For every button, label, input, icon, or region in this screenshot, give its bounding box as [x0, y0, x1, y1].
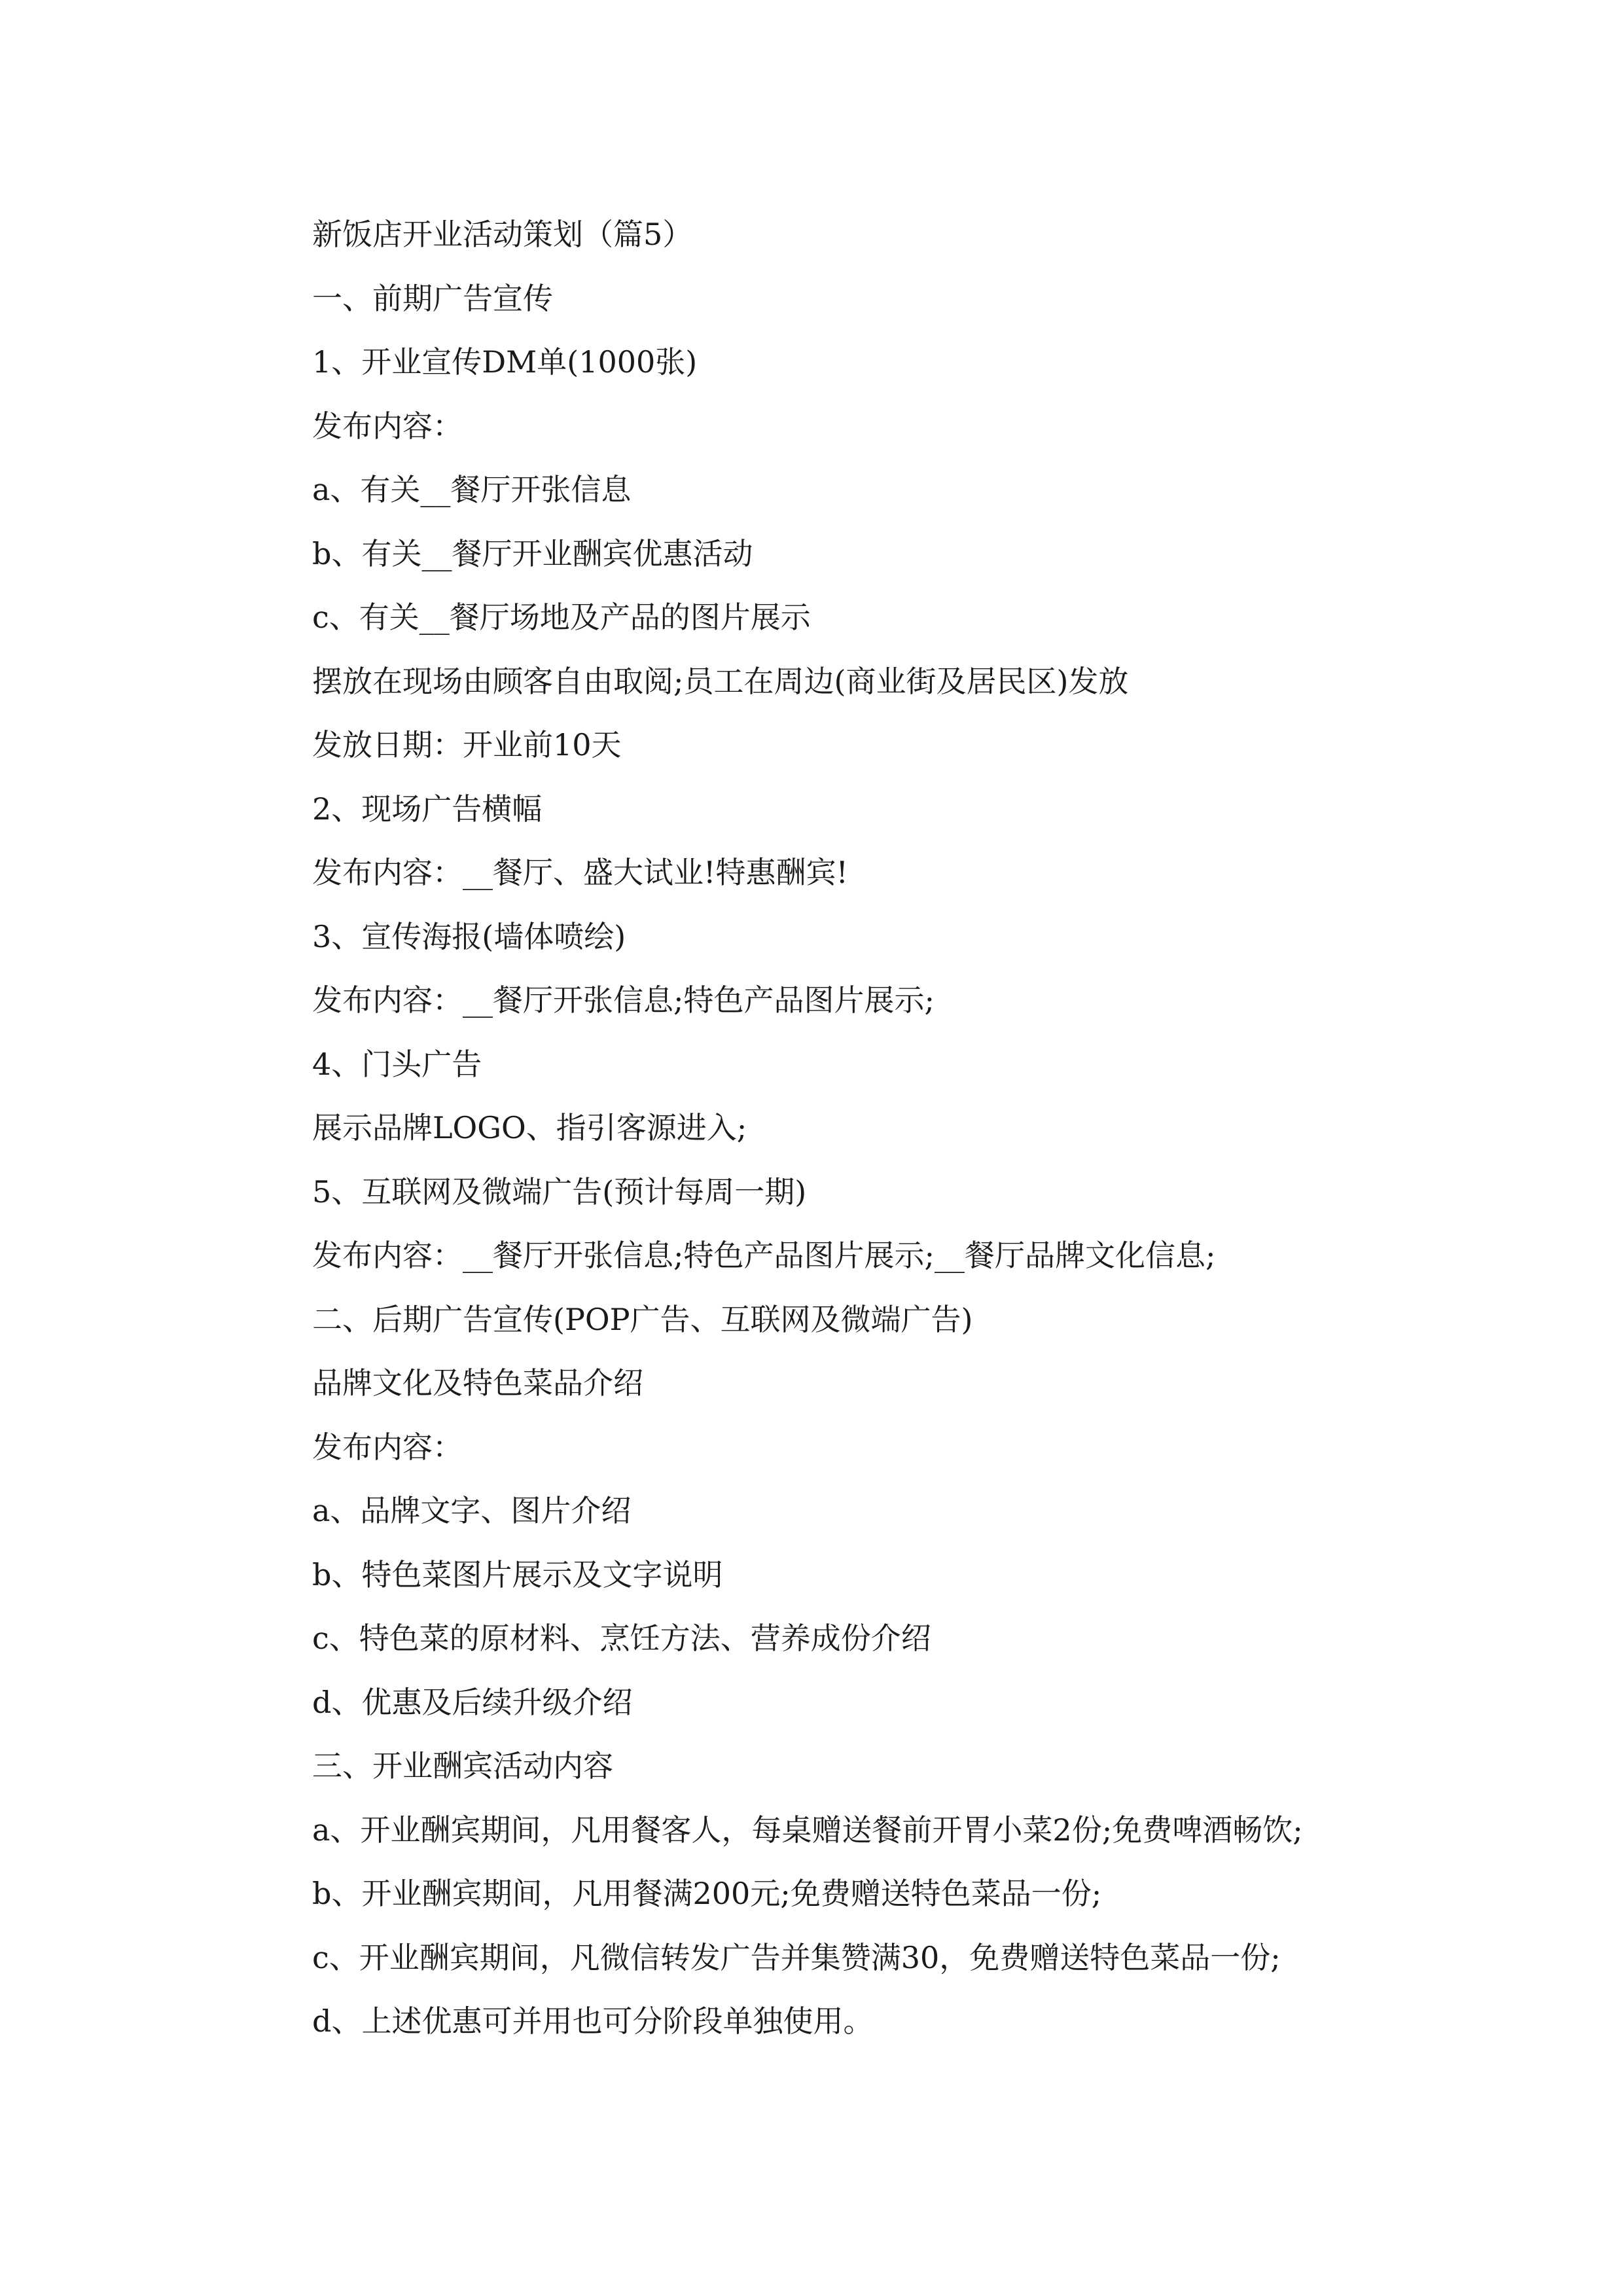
text-line: a、开业酬宾期间，凡用餐客人，每桌赠送餐前开胃小菜2份;免费啤酒畅饮;	[312, 1812, 1303, 1848]
text-line: a、有关__餐厅开张信息	[312, 472, 632, 507]
text-line: d、优惠及后续升级介绍	[312, 1684, 633, 1720]
text-line: 1、开业宣传DM单(1000张)	[312, 344, 698, 380]
text-line: 5、互联网及微端广告(预计每周一期)	[312, 1174, 807, 1210]
text-line: 发放日期：开业前10天	[312, 727, 622, 762]
text-line: d、上述优惠可并用也可分阶段单独使用。	[312, 2003, 874, 2039]
text-line: 摆放在现场由顾客自由取阅;员工在周边(商业街及居民区)发放	[312, 663, 1129, 699]
text-line: c、特色菜的原材料、烹饪方法、营养成份介绍	[312, 1621, 931, 1656]
section-heading-1: 一、前期广告宣传	[312, 280, 553, 316]
text-line: c、开业酬宾期间，凡微信转发广告并集赞满30，免费赠送特色菜品一份;	[312, 1939, 1281, 1975]
text-line: 发布内容：	[312, 408, 463, 444]
text-line: b、开业酬宾期间，凡用餐满200元;免费赠送特色菜品一份;	[312, 1876, 1102, 1911]
text-line: 品牌文化及特色菜品介绍	[312, 1365, 643, 1401]
text-line: c、有关__餐厅场地及产品的图片展示	[312, 600, 811, 635]
text-line: 发布内容：__餐厅开张信息;特色产品图片展示;	[312, 982, 935, 1018]
text-line: 4、门头广告	[312, 1046, 482, 1082]
text-line: 3、宣传海报(墙体喷绘)	[312, 918, 626, 954]
document-title: 新饭店开业活动策划（篇5）	[312, 217, 693, 252]
text-line: 发布内容：__餐厅、盛大试业!特惠酬宾!	[312, 855, 848, 890]
text-line: 发布内容：	[312, 1429, 463, 1465]
text-line: a、品牌文字、图片介绍	[312, 1493, 632, 1528]
document-body	[312, 203, 1425, 2054]
text-line: 发布内容：__餐厅开张信息;特色产品图片展示;__餐厅品牌文化信息;	[312, 1238, 1216, 1273]
section-heading-3: 三、开业酬宾活动内容	[312, 1748, 613, 1784]
section-heading-2: 二、后期广告宣传(POP广告、互联网及微端广告)	[312, 1301, 973, 1337]
text-line: b、特色菜图片展示及文字说明	[312, 1556, 723, 1592]
text-line: 展示品牌LOGO、指引客源进入;	[312, 1110, 747, 1145]
text-line: 2、现场广告横幅	[312, 791, 543, 827]
text-line: b、有关__餐厅开业酬宾优惠活动	[312, 535, 753, 571]
